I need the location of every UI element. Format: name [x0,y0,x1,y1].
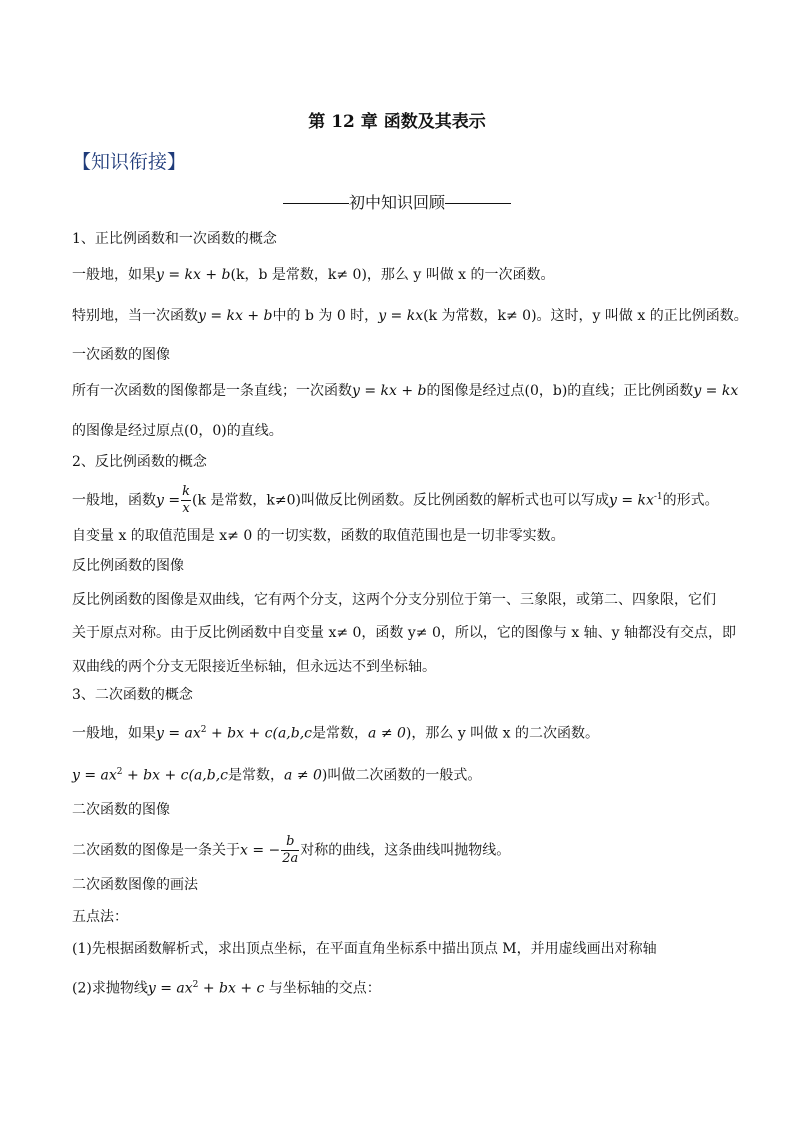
text: (2)求抛物线 [72,980,148,997]
formula: + bx + c(a,b,c [206,725,313,742]
linear-function-definition [72,265,555,285]
formula: y = [156,492,181,509]
fraction-denominator: x [182,501,190,516]
formula: a ≠ 0 [368,725,406,742]
step-1: (1)先根据函数解析式，求出顶点坐标，在平面直角坐标系中描出顶点 M，并用虚线画出对称轴 [72,941,657,957]
subsection-linear-functions: 1、正比例函数和一次函数的概念 [72,231,277,247]
text: 一般地，函数 [72,492,156,509]
subsection-inverse-functions: 2、反比例函数的概念 [72,454,207,470]
text: 中的 b 为 0 时， [272,308,379,324]
text: 特别地，当一次函数 [72,308,198,324]
linear-graph-heading: 一次函数的图像 [72,347,170,363]
fraction-denominator: 2a [282,851,299,866]
formula: y = kx + b [156,267,231,283]
right-rule [445,203,511,204]
inverse-graph-text-1: 反比例函数的图像是双曲线，它有两个分支，这两个分支分别位于第一、三象限，或第二、四象限，它们 [72,592,716,608]
text: (k，b 是常数，k≠ 0)，那么 y 叫做 x 的一次函数。 [230,267,555,283]
formula: y = kx [608,492,654,509]
text: )，那么 y 叫做 x 的二次函数。 [405,725,599,742]
formula: y = kx + b [198,308,273,324]
text: 与坐标轴的交点： [264,980,381,997]
formula: y = kx + b [352,383,427,399]
text: (k 是常数，k≠0)叫做反比例函数。反比例函数的解析式也可以写成 [191,492,609,509]
quadratic-graph-heading: 二次函数的图像 [72,802,170,818]
formula: y = ax [147,980,193,997]
text: 是常数， [312,725,369,742]
five-point-method: 五点法： [72,909,128,925]
inverse-graph-text-3: 双曲线的两个分支无限接近坐标轴，但永远达不到坐标轴。 [72,659,436,675]
fraction [181,484,191,517]
formula: y = kx [693,383,739,399]
fraction [281,834,299,867]
formula: a ≠ 0 [284,767,322,784]
quadratic-general-form [72,762,481,786]
linear-graph-text-cont: 的图像是经过原点(0，0)的直线。 [72,423,283,439]
text: )叫做二次函数的一般式。 [321,767,482,784]
quadratic-graph-text [72,834,510,867]
formula: x = − [240,842,281,859]
text: 的图像是经过点(0，b)的直线；正比例函数 [426,383,694,399]
formula: y = ax [72,767,117,784]
exponent: -1 [653,491,663,502]
text: 对称的曲线，这条曲线叫抛物线。 [300,842,511,859]
review-heading [0,190,794,213]
exponent: 2 [200,725,207,735]
text: 一般地，如果 [72,725,156,742]
linear-graph-text [72,381,738,401]
exponent: 2 [116,767,123,777]
formula: + bx + c [198,980,265,997]
quadratic-definition [72,720,599,744]
subsection-quadratic-functions: 3、二次函数的概念 [72,687,193,703]
text: 一般地，如果 [72,267,156,283]
page-title: 第 12 章 函数及其表示 [308,112,486,132]
review-heading-text: 初中知识回顾 [348,193,445,212]
formula: + bx + c(a,b,c [122,767,229,784]
inverse-function-definition [72,484,719,517]
text: 所有一次函数的图像都是一条直线；一次函数 [72,383,352,399]
section-header: 【知识衔接】 [72,151,187,173]
inverse-domain-text: 自变量 x 的取值范围是 x≠ 0 的一切实数，函数的取值范围也是一切非零实数。 [72,528,565,544]
formula: y = ax [156,725,201,742]
fraction-numerator: b [281,834,299,851]
text: 二次函数的图像是一条关于 [72,842,240,859]
text: 的形式。 [662,492,719,509]
inverse-graph-heading: 反比例函数的图像 [72,558,184,574]
left-rule [283,203,349,204]
step-2 [72,975,381,999]
exponent: 2 [192,980,199,990]
text: 是常数， [228,767,285,784]
inverse-graph-text-2: 关于原点对称。由于反比例函数中自变量 x≠ 0，函数 y≠ 0，所以，它的图像与 x 轴、y 轴都没有交点，即 [72,625,737,641]
formula: y = kx [378,308,424,324]
fraction-numerator: k [182,484,190,499]
text: (k 为常数，k≠ 0)。这时，y 叫做 x 的正比例函数。 [423,308,748,324]
proportional-function-definition [72,306,748,326]
quadratic-drawing-heading: 二次函数图像的画法 [72,877,198,893]
